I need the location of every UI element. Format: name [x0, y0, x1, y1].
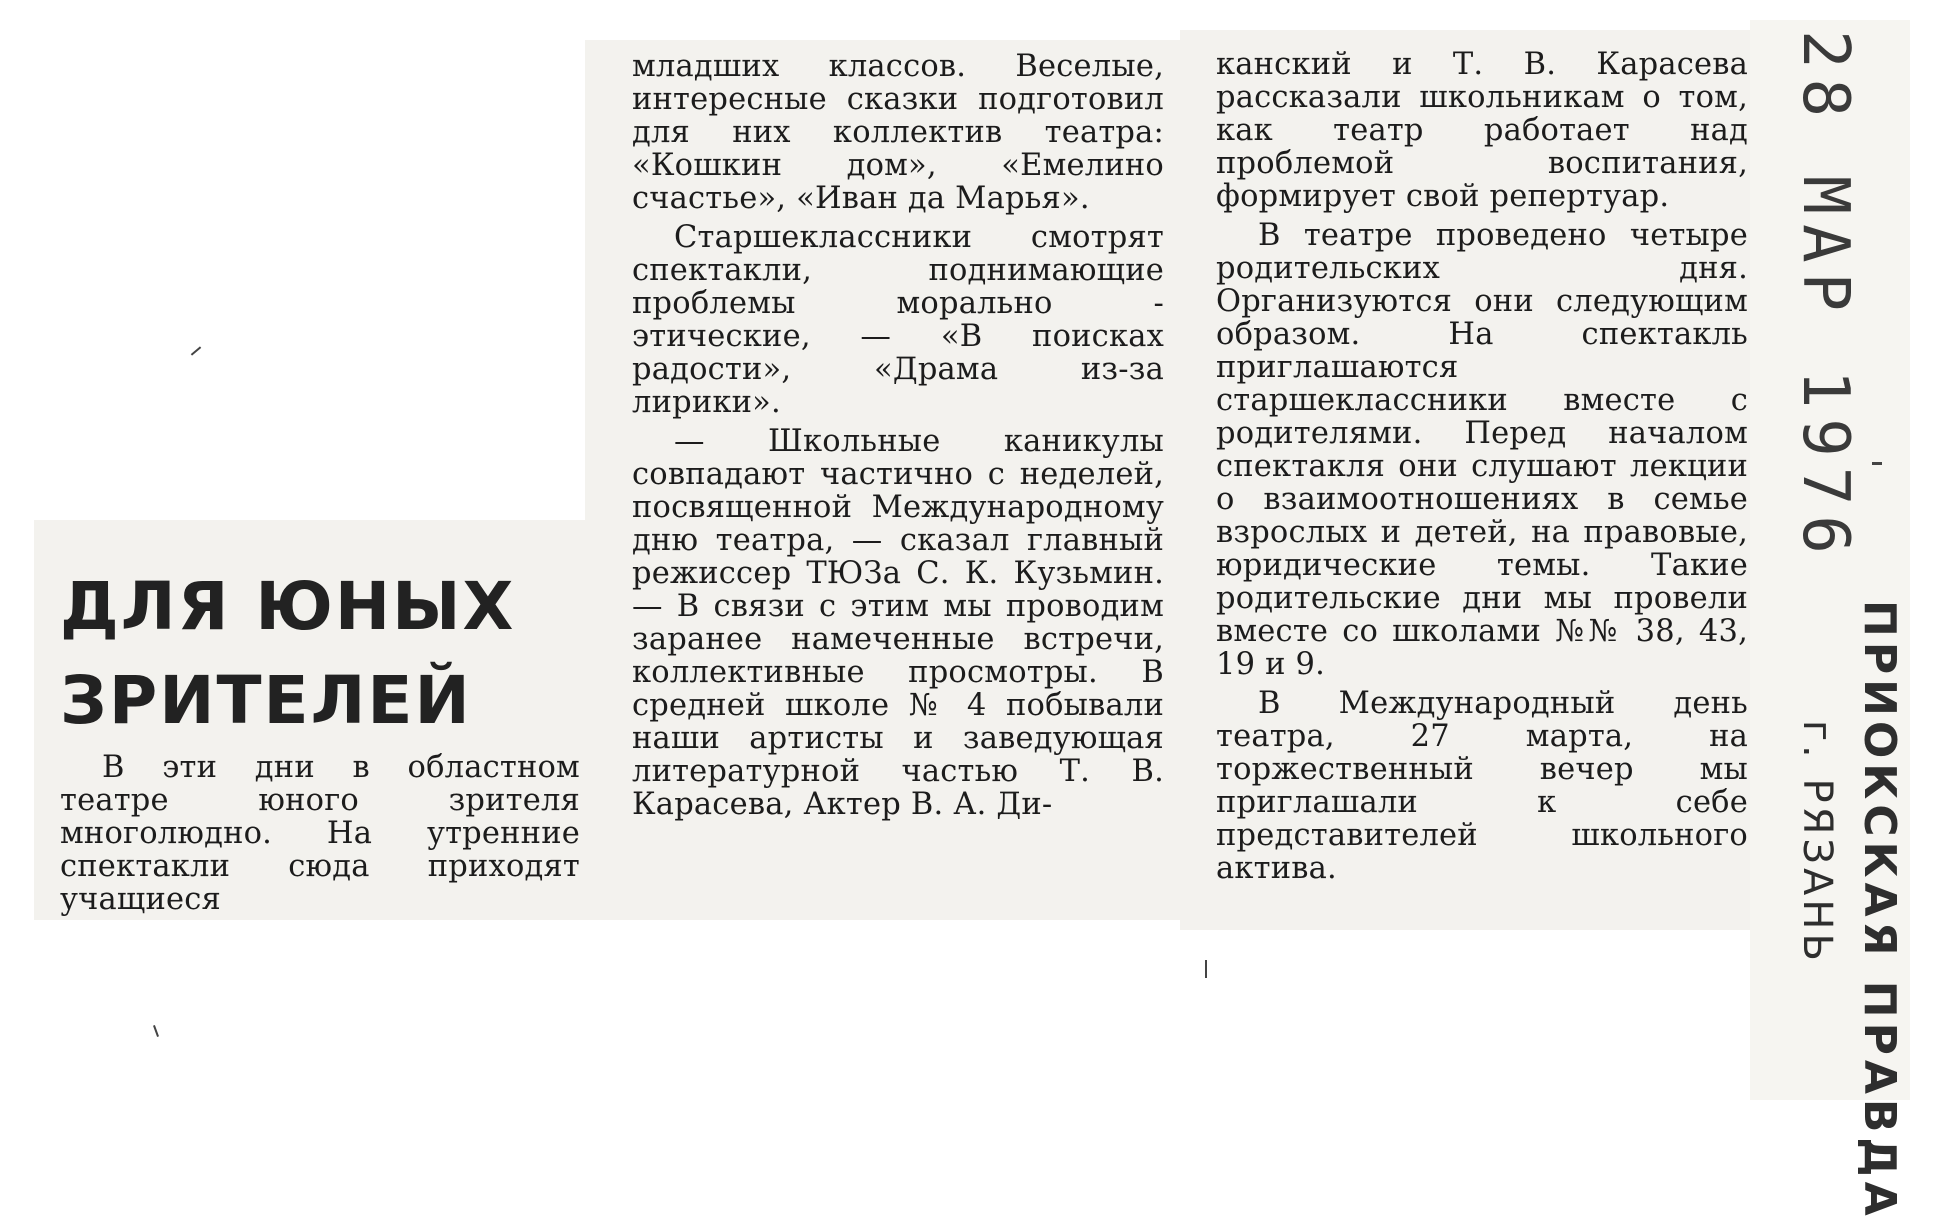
scan-speck	[191, 346, 201, 355]
article-column-right	[1216, 48, 1748, 885]
article-column-middle	[632, 50, 1164, 821]
stamp-city: г. РЯЗАНЬ	[1794, 720, 1840, 965]
stamp-date: 28 МАР 1976	[1788, 30, 1862, 564]
scan-speck	[1872, 462, 1882, 465]
headline-line-1: ДЛЯ ЮНЫХ	[60, 568, 516, 645]
article-headline	[60, 560, 580, 748]
paragraph: В Международный день театра, 27 марта, на торжественный вечер мы приглашали к себе представителей школьного актива.	[1216, 686, 1748, 886]
scan-speck	[1205, 960, 1207, 978]
paragraph: младших классов. Веселые, интересные сказки подготовил для них коллектив театра: «Кошкин дом», «Емелино счастье», «Иван да Марья».	[632, 49, 1164, 216]
paragraph: Старшеклассники смотрят спектакли, поднимающие проблемы морально - этические, — «В поисках радости», «Драма из-за лирики».	[632, 220, 1164, 420]
paragraph: — Школьные каникулы совпадают частично с неделей, посвященной Международному дню театра, — сказал главный режиссер ТЮЗа С. К. Кузьмин. — В связи с этим мы проводим заранее намеченные встречи, коллективные просмотры. В средней школе № 4 побывали наши артисты и заведующая литературной частью Т. В. Карасева, Актер В. А. Ди-	[632, 424, 1164, 822]
stamp-newspaper-name: ПРИОКСКАЯ ПРАВДА	[1854, 600, 1905, 1221]
paragraph: В театре проведено четыре родительских дня. Организуются они следующим образом. На спектакль приглашаются старшеклассники вместе с родителями. Перед началом спектакля они слушают лекции о взаимоотношениях в семье взрослых и детей, на правовые, юридические темы. Такие родительские дни мы провели вместе со школами №№ 38, 43, 19 и 9.	[1216, 218, 1748, 682]
paragraph: канский и Т. В. Карасева рассказали школьникам о том, как театр работает над проблемой воспитания, формирует свой репертуар.	[1216, 47, 1748, 214]
article-column-left	[60, 745, 580, 916]
paragraph: В эти дни в областном театре юного зрителя многолюдно. На утренние спектакли сюда приходят учащиеся	[60, 750, 580, 917]
scan-speck	[153, 1025, 159, 1037]
headline-line-2: ЗРИТЕЛЕЙ	[60, 662, 472, 739]
